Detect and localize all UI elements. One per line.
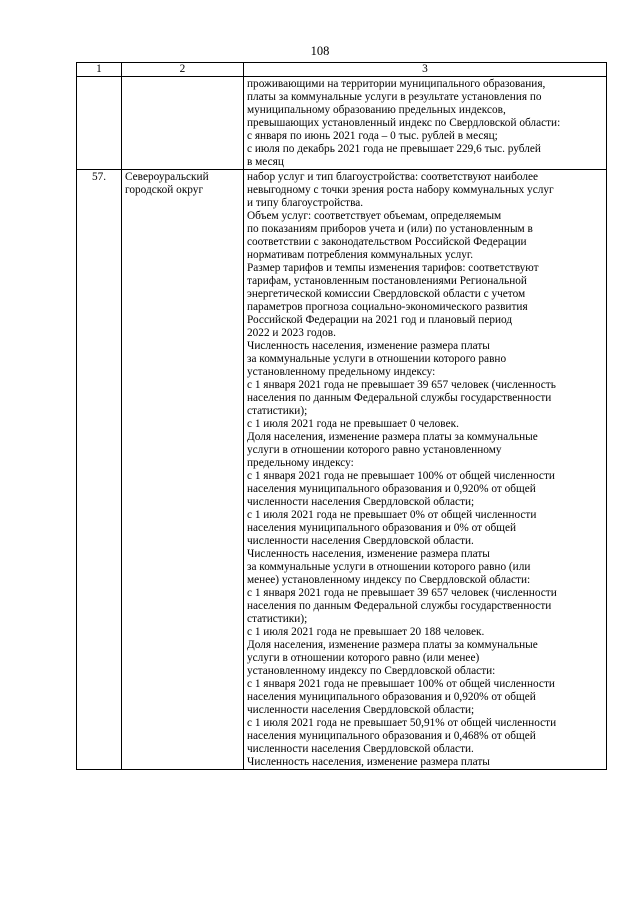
text-line: с 1 января 2021 года не превышает 100% от общей численности	[247, 678, 555, 690]
column-header-1: 1	[77, 63, 122, 77]
municipality-name	[122, 170, 244, 770]
text-line: населения по данным Федеральной службы государственности	[247, 600, 552, 612]
text-line: населения муниципального образования и 0,468% от общей	[247, 730, 536, 742]
text-line: статистики);	[247, 613, 308, 625]
text-line: с 1 июля 2021 года не превышает 20 188 человек.	[247, 626, 485, 638]
column-header-2: 2	[122, 63, 244, 77]
text-line: за коммунальные услуги в отношении которого равно	[247, 353, 507, 365]
text-line: Доля населения, изменение размера платы за коммунальные	[247, 639, 538, 651]
text-line: по показаниям приборов учета и (или) по установленным в	[247, 223, 533, 235]
text-line: услуги в отношении которого равно установленному	[247, 444, 502, 456]
column-header-3: 3	[244, 63, 607, 77]
continuation-row	[77, 77, 607, 170]
text-line: численности населения Свердловской области;	[247, 496, 475, 508]
text-line: услуги в отношении которого равно (или менее)	[247, 652, 480, 664]
continuation-text-cell	[244, 77, 607, 170]
text-line: установленному индексу по Свердловской области:	[247, 665, 496, 677]
text-line: Объем услуг: соответствует объемам, определяемым	[247, 210, 502, 222]
text-line: и типу благоустройства.	[247, 197, 364, 209]
text-line: параметров прогноза социально-экономического развития	[247, 301, 528, 313]
text-line: проживающими на территории муниципального образования,	[247, 78, 546, 90]
text-line: Российской Федерации на 2021 год и плановый период	[247, 314, 513, 326]
text-line: населения муниципального образования и 0% от общей	[247, 522, 517, 534]
text-line: с 1 января 2021 года не превышает 39 657 человек (численности	[247, 587, 557, 599]
text-line: за коммунальные услуги в отношении которого равно (или	[247, 561, 531, 573]
text-line: в месяц	[247, 156, 284, 168]
text-line: населения муниципального образования и 0,920% от общей	[247, 691, 536, 703]
municipality-name-line: городской округ	[125, 184, 204, 196]
text-line: установленному предельному индексу:	[247, 366, 436, 378]
text-line: численности населения Свердловской области.	[247, 535, 474, 547]
text-line: менее) установленному индексу по Свердловской области:	[247, 574, 531, 586]
text-line: нормативам потребления коммунальных услуг.	[247, 249, 474, 261]
continuation-number-cell	[77, 77, 122, 170]
document-table	[76, 62, 607, 770]
text-line: с 1 июля 2021 года не превышает 0 человек.	[247, 418, 459, 430]
text-line: Численность населения, изменение размера платы	[247, 340, 490, 352]
text-line: численности населения Свердловской области;	[247, 704, 475, 716]
text-line: с января по июнь 2021 года – 0 тыс. рублей в месяц;	[247, 130, 498, 142]
table-row-57	[77, 170, 607, 770]
text-line: 2022 и 2023 годов.	[247, 327, 336, 339]
text-line: Численность населения, изменение размера платы	[247, 548, 490, 560]
text-line: Численность населения, изменение размера платы	[247, 756, 490, 768]
text-line: с 1 января 2021 года не превышает 39 657 человек (численность	[247, 379, 556, 391]
row-number: 57.	[77, 170, 122, 770]
text-line: невыгодному с точки зрения роста набору коммунальных услуг	[247, 184, 554, 196]
table-header-row	[77, 63, 607, 77]
page-number: 108	[310, 44, 330, 58]
text-line: муниципальному образованию предельных индексов,	[247, 104, 506, 116]
text-line: с июля по декабрь 2021 года не превышает 229,6 тыс. рублей	[247, 143, 541, 155]
text-line: населения муниципального образования и 0,920% от общей	[247, 483, 536, 495]
text-line: с 1 июля 2021 года не превышает 50,91% от общей численности	[247, 717, 557, 729]
text-line: населения по данным Федеральной службы государственности	[247, 392, 552, 404]
text-line: набор услуг и тип благоустройства: соответствуют наиболее	[247, 171, 539, 183]
text-line: тарифам, установленным постановлениями Региональной	[247, 275, 527, 287]
municipality-name-line: Североуральский	[125, 171, 209, 183]
text-line: статистики);	[247, 405, 308, 417]
text-line: платы за коммунальные услуги в результате установления по	[247, 91, 542, 103]
text-line: превышающих установленный индекс по Свердловской области:	[247, 117, 561, 129]
text-line: энергетической комиссии Свердловской области с учетом	[247, 288, 526, 300]
text-line: соответствии с законодательством Российской Федерации	[247, 236, 527, 248]
text-line: предельному индексу:	[247, 457, 354, 469]
text-line: численности населения Свердловской области.	[247, 743, 474, 755]
text-line: Доля населения, изменение размера платы за коммунальные	[247, 431, 538, 443]
text-line: с 1 июля 2021 года не превышает 0% от общей численности	[247, 509, 537, 521]
text-line: с 1 января 2021 года не превышает 100% от общей численности	[247, 470, 555, 482]
text-line: Размер тарифов и темпы изменения тарифов: соответствуют	[247, 262, 539, 274]
continuation-name-cell	[122, 77, 244, 170]
row-text-cell	[244, 170, 607, 770]
